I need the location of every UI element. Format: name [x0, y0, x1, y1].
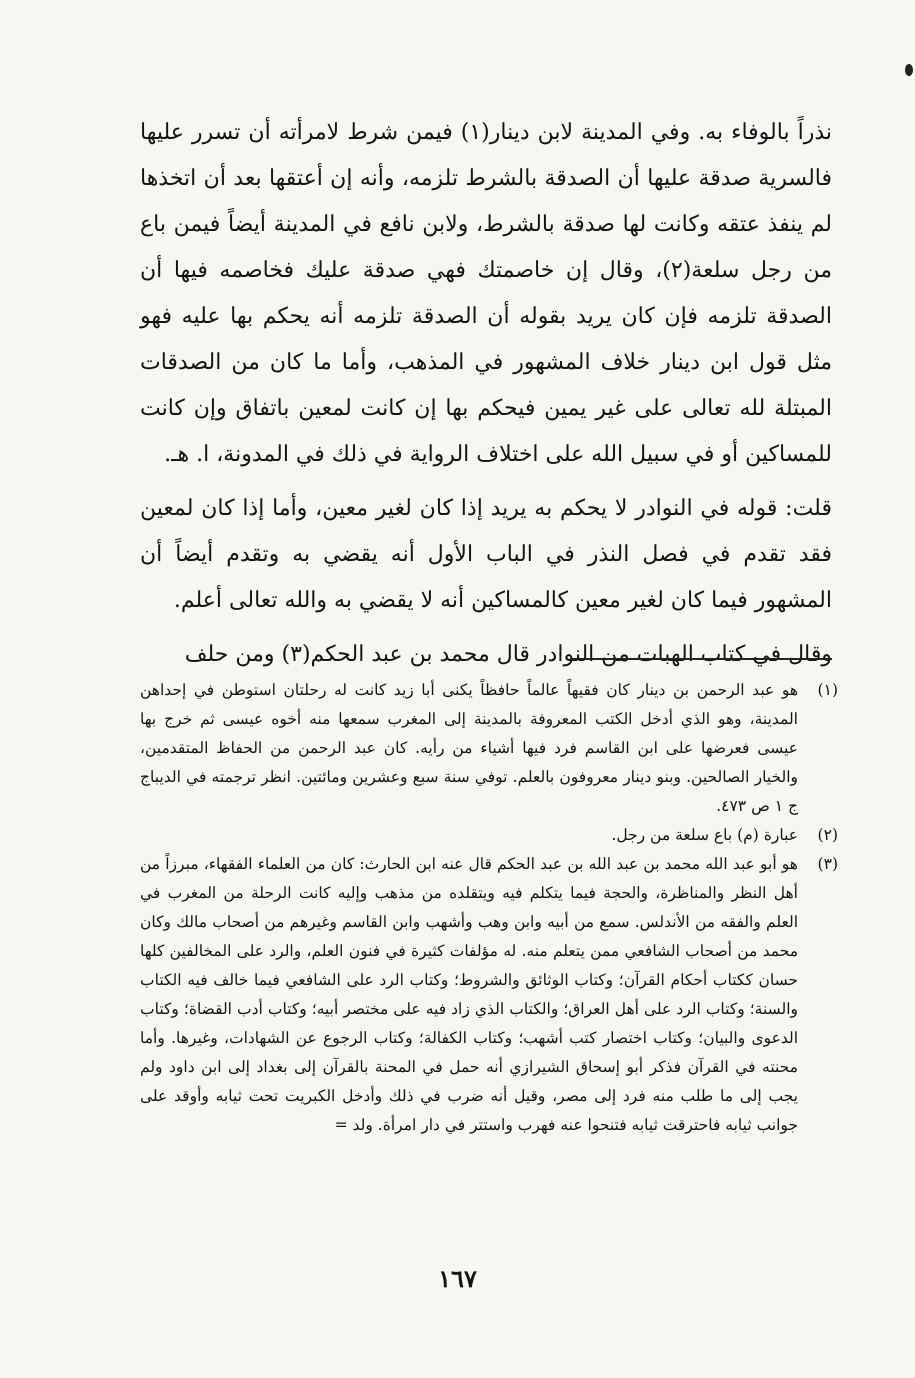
footnote-number: (١) [817, 681, 838, 699]
footnote-number: (٣) [817, 855, 838, 873]
main-text [140, 110, 832, 686]
footnote-text: هو أبو عبد الله محمد بن عبد الله بن عبد الحكم قال عنه ابن الحارث: كان من العلماء الفقهاء، مبرزاً من أهل النظر والمناظرة، والحجة فيما يتكلم فيه ويتقلده من مذهب وإليه كانت الرحلة من المغرب في العلم والفقه من الأندلس. سمع من أبيه وابن وهب وأشهب وابن القاسم وغيرهم من أصحاب مالك وكان محمد من أصحاب الشافعي ممن يتعلم منه. له مؤلفات كثيرة في فنون العلم، والرد على المخالفين كلها حسان ككتاب أحكام القرآن؛ وكتاب الوثائق والشروط؛ وكتاب الرد على الشافعي فيما خالف فيه الكتاب والسنة؛ وكتاب الرد على أهل العراق؛ والكتاب الذي زاد فيه على مختصر أبيه؛ وكتاب أدب القضاة؛ وكتاب الدعوى والبيان؛ وكتاب اختصار كتب أشهب؛ وكتاب الكفالة؛ وكتاب الرجوع عن الشهادات، وغيرها. وأما محنته في القرآن فذكر أبو إسحاق الشيرازي أنه حمل في المحنة بالقرآن إلى بغداد إلى ابن داود ولم يجب إلى ما طلب منه فرد إلى مصر، وقيل أنه ضرب في ذلك وأدخل الكبريت تحت ثيابه وأوقد على جوانب ثيابه فاحترقت ثيابه فتنحوا عنه فهرب واستتر في دار امرأة. ولد = [140, 855, 798, 1134]
footnotes [140, 676, 838, 1140]
footnote-separator [570, 658, 832, 660]
footnote-3 [140, 850, 838, 1140]
footnote-number: (٢) [817, 826, 838, 844]
footnote-text: عبارة (م) باع سلعة من رجل. [611, 826, 798, 844]
paragraph-3: وقال في كتاب الهبات من النوادر قال محمد بن عبد الحكم(٣) ومن حلف [184, 642, 832, 667]
footnote-text: هو عبد الرحمن بن دينار كان فقيهاً عالماً حافظاً يكنى أبا زيد كانت له رحلتان استوطن في إحداهن المدينة، وهو الذي أدخل الكتب المعروفة بالمدينة إلى المغرب سمعها منه أخوه عيسى ثم خرج بها عيسى فعرضها على ابن القاسم فرد فيها أشياء من رأيه. كان عبد الرحمن من الحفاظ المتقدمين، والخيار الصالحين. وبنو دينار معروفون بالعلم. توفي سنة سبع وعشرين ومائتين. انظر ترجمته في الديباج ج ١ ص ٤٧٣. [140, 681, 798, 815]
paragraph-1: نذراً بالوفاء به. وفي المدينة لابن دينار(١) فيمن شرط لامرأته أن تسرر عليها فالسرية صدقة عليها أن الصدقة بالشرط تلزمه، وأنه إن أعتقها بعد أن اتخذها لم ينفذ عتقه وكانت لها صدقة بالشرط، ولابن نافع في المدينة أيضاً فيمن باع من رجل سلعة(٢)، وقال إن خاصمتك فهي صدقة عليك فخاصمه فيها أن الصدقة تلزمه فإن كان يريد بقوله أن الصدقة تلزمه أنه يحكم بها عليه فهو مثل قول ابن دينار خلاف المشهور في المذهب، وأما ما كان من الصدقات المبتلة لله تعالى على غير يمين فيحكم بها إن كانت لمعين باتفاق وإن كانت للمساكين أو في سبيل الله على اختلاف الرواية في ذلك في المدونة، ا. هـ. [140, 120, 832, 467]
margin-mark [905, 64, 913, 76]
footnote-2 [140, 821, 838, 850]
footnote-1 [140, 676, 838, 821]
page-number: ١٦٧ [438, 1264, 477, 1293]
paragraph-2: قلت: قوله في النوادر لا يحكم به يريد إذا كان لغير معين، وأما إذا كان لمعين فقد تقدم في فصل النذر في الباب الأول أنه يقضي به وتقدم أيضاً أن المشهور فيما كان لغير معين كالمساكين أنه لا يقضي به والله تعالى أعلم. [140, 496, 832, 613]
